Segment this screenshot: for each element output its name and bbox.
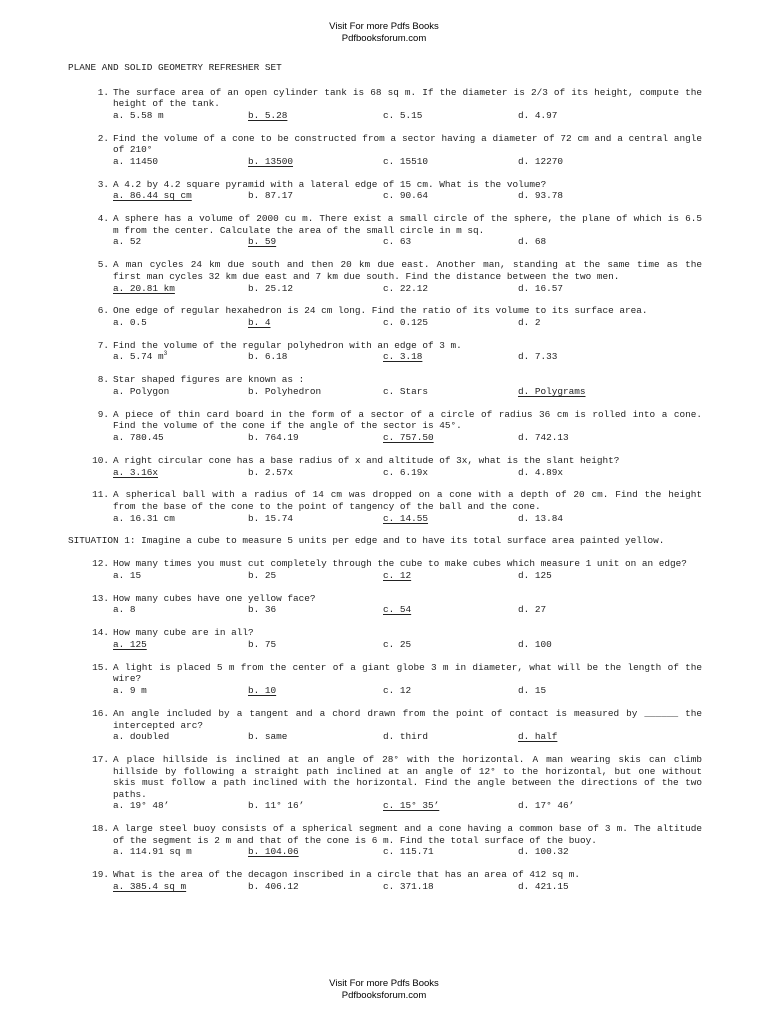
question-list-part-1 [68,87,702,525]
question-number: 4. [97,213,109,225]
choice-option [248,639,383,651]
question-number: 14. [92,627,109,639]
choice-text: a. 385.4 sq m [113,880,187,892]
choice-option [383,190,518,202]
question-number: 1. [97,86,109,98]
choice-text: a. 114.91 sq m [113,846,192,858]
choice-text: c. 15° 35’ [383,800,440,812]
choice-option [383,110,518,122]
choice-option [383,881,518,893]
choice-option-answer [248,156,383,168]
choice-text: a. 19° 48’ [113,800,170,812]
choice-text: d. 100 [518,638,552,650]
situation-1: SITUATION 1: Imagine a cube to measure 5 units per edge and to have its total surface area painted yellow. [68,535,665,547]
choice-option-answer [518,386,586,398]
choice-text: d. 17° 46’ [518,800,575,812]
choice-option [248,513,383,525]
choice-text: d. 12270 [518,155,564,167]
choice-option [113,731,248,743]
question-text: Find the volume of the regular polyhedron with an edge of 3 m. [113,339,462,351]
question-number: 6. [97,305,109,317]
choice-option [113,351,248,363]
choice-option [518,604,546,616]
choice-option [113,513,248,525]
choice-text: b. 59 [248,236,277,248]
question-item [68,409,702,444]
choice-row [113,236,702,248]
question-item [68,627,702,650]
choice-option [518,432,569,444]
question-list-part-2 [68,558,702,892]
choice-text: a. 52 [113,236,142,248]
choice-option-answer [383,800,518,812]
choice-option [383,685,518,697]
question-number: 9. [97,408,109,420]
choice-text: d. third [383,731,429,743]
choice-option [383,317,518,329]
choice-option-answer [383,570,518,582]
choice-text: c. 5.15 [383,109,423,121]
choice-option [248,386,383,398]
choice-text: b. same [248,731,288,743]
choice-text: d. 421.15 [518,880,569,892]
choice-text: c. 25 [383,638,412,650]
choice-option-answer [383,513,518,525]
choice-option [518,639,552,651]
choice-row [113,846,702,858]
choice-option [248,800,383,812]
question-number: 11. [92,489,109,501]
choice-option-answer [383,351,518,363]
choice-text: c. 15510 [383,155,429,167]
question-number: 10. [92,454,109,466]
question-item [68,374,702,397]
choice-text: c. 90.64 [383,190,429,202]
choice-text: d. 2 [518,316,541,328]
question-number: 2. [97,132,109,144]
choice-row [113,685,702,697]
footer-line-1: Visit For more Pdfs Books [329,978,439,989]
choice-text: d. 125 [518,569,552,581]
choice-text: b. 87.17 [248,190,294,202]
question-text: One edge of regular hexahedron is 24 cm long. Find the ratio of its volume to its surface area. [113,305,648,317]
choice-text: c. 6.19x [383,466,429,478]
choice-option [113,846,248,858]
choice-text: d. Polygrams [518,385,586,397]
question-item [68,259,702,294]
choice-option [113,317,248,329]
choice-option [518,110,557,122]
choice-option [113,386,248,398]
choice-text: c. 0.125 [383,316,429,328]
choice-text: a. 15 [113,569,142,581]
choice-text: d. 27 [518,604,547,616]
choice-option [383,731,518,743]
choice-text: b. 4 [248,316,271,328]
choice-text: d. 16.57 [518,282,564,294]
question-item [68,305,702,328]
choice-text: b. 25.12 [248,282,294,294]
choice-text: a. 9 m [113,685,147,697]
question-item [68,455,702,478]
choice-text: a. 780.45 [113,432,164,444]
choice-option [383,386,518,398]
choice-option-answer [248,236,383,248]
choice-text: a. 20.81 km [113,282,175,294]
choice-option [113,110,248,122]
choice-text: c. 12 [383,685,412,697]
question-number: 7. [97,339,109,351]
choice-text: b. 10 [248,685,277,697]
choice-option [518,283,563,295]
choice-text: c. Stars [383,385,429,397]
choice-text: d. 15 [518,685,547,697]
choice-option [518,467,563,479]
question-text: A right circular cone has a base radius of x and altitude of 3x, what is the slant height? [113,454,620,466]
choice-text: b. 2.57x [248,466,294,478]
choice-text: b. 406.12 [248,880,299,892]
choice-option-answer [113,639,248,651]
choice-row [113,386,702,398]
question-item [68,87,702,122]
choice-text: b. 764.19 [248,432,299,444]
choice-text: b. 25 [248,569,277,581]
choice-text: c. 63 [383,236,412,248]
header-line-1: Visit For more Pdfs Books [329,21,439,32]
choice-option [383,639,518,651]
choice-text: a. 5.74 m [113,351,164,363]
choice-row [113,283,702,295]
choice-option [518,236,546,248]
choice-row [113,317,702,329]
choice-option [248,351,383,363]
choice-text: b. 6.18 [248,351,288,363]
question-item [68,558,702,581]
choice-option [248,432,383,444]
choice-row [113,432,702,444]
choice-text: b. 15.74 [248,512,294,524]
question-item [68,869,702,892]
choice-option-answer [518,731,557,743]
choice-row [113,604,702,616]
choice-text: c. 115.71 [383,846,434,858]
choice-option [113,685,248,697]
page-header [0,21,768,45]
question-item [68,593,702,616]
choice-text: c. 12 [383,569,412,581]
question-number: 18. [92,823,109,835]
choice-text: b. 36 [248,604,277,616]
question-text: A man cycles 24 km due south and then 20 km due east. Another man, standing at the same time as the first man cycles 32 km due east and 7 km due south. Find the distance between the two men. [113,259,702,282]
choice-option [248,467,383,479]
choice-option-answer [113,190,248,202]
choice-text: c. 22.12 [383,282,429,294]
choice-text: d. 13.84 [518,512,564,524]
footer-line-2: Pdfbooksforum.com [341,990,427,1001]
choice-text: d. 7.33 [518,351,558,363]
choice-option [113,570,248,582]
question-number: 15. [92,661,109,673]
choice-text: a. 125 [113,638,147,650]
question-text: A spherical ball with a radius of 14 cm was dropped on a cone with a depth of 20 cm. Find the height from the base of the cone to the point of tangency of the ball and the cone. [113,489,702,512]
page-footer [0,978,768,1002]
choice-option [383,283,518,295]
question-item [68,213,702,248]
question-text: A place hillside is inclined at an angle of 28° with the horizontal. A man wearing skis can climb hillside by following a straight path inclined at an angle of 12° to the horizontal, but one without skis must follow a path inclined with the horizontal. Find the angle between the directions of the two paths. [113,753,702,800]
choice-text: c. 757.50 [383,432,434,444]
choice-row [113,351,702,363]
question-item [68,823,702,858]
choice-option-answer [248,110,383,122]
question-item [68,179,702,202]
choice-option-answer [113,881,248,893]
choice-text: d. 68 [518,236,547,248]
choice-text: d. 93.78 [518,190,564,202]
question-text: A large steel buoy consists of a spherical segment and a cone having a common base of 3 m. The altitude of the segment is 2 m and that of the cone is 6 m. Find the total surface of the buoy. [113,823,702,846]
choice-text: d. 100.32 [518,846,569,858]
choice-row [113,731,702,743]
choice-text: a. 5.58 m [113,109,164,121]
choice-option [518,685,546,697]
question-text: An angle included by a tangent and a chord drawn from the point of contact is measured by ______ the intercepted arc? [113,707,702,731]
choice-option [113,156,248,168]
choice-option-answer [113,467,248,479]
question-number: 8. [97,374,109,386]
choice-option [518,800,574,812]
question-number: 19. [92,869,109,881]
choice-option [518,190,563,202]
choice-option [518,156,563,168]
choice-option [248,283,383,295]
choice-text: c. 3.18 [383,351,423,363]
choice-text: a. 16.31 cm [113,512,175,524]
choice-option [113,432,248,444]
question-item [68,340,702,363]
choice-superscript: 3 [163,350,168,358]
choice-text: a. 0.5 [113,316,147,328]
choice-option [518,846,569,858]
choice-row [113,800,702,812]
choice-text: a. 86.44 sq cm [113,190,192,202]
question-number: 17. [92,753,109,765]
choice-option-answer [248,685,383,697]
question-item [68,489,702,524]
choice-row [113,190,702,202]
choice-option [518,351,557,363]
choice-text: d. 4.89x [518,466,564,478]
choice-text: d. half [518,731,558,743]
choice-option [518,317,541,329]
choice-text: b. 11° 16’ [248,800,305,812]
question-item [68,708,702,743]
question-text: A piece of thin card board in the form of a sector of a circle of radius 36 cm is rolled into a cone. Find the volume of the cone if the angle of the sector is 45°. [113,408,702,432]
choice-option [248,731,383,743]
choice-text: d. 4.97 [518,109,558,121]
choice-option [518,881,569,893]
question-number: 16. [92,707,109,719]
question-number: 5. [97,259,109,271]
choice-text: a. 8 [113,604,136,616]
choice-text: b. 13500 [248,155,294,167]
question-item [68,133,702,168]
choice-option [383,467,518,479]
header-line-2: Pdfbooksforum.com [341,33,427,44]
choice-text: b. 5.28 [248,109,288,121]
question-text: What is the area of the decagon inscribed in a circle that has an area of 412 sq m. [113,869,580,881]
choice-text: a. doubled [113,731,170,743]
choice-option-answer [383,432,518,444]
choice-option [113,236,248,248]
choice-row [113,467,702,479]
question-text: A sphere has a volume of 2000 cu m. There exist a small circle of the sphere, the plane of which is 6.5 m from the center. Calculate the area of the small circle in m sq. [113,213,702,236]
choice-row [113,513,702,525]
choice-option-answer [113,283,248,295]
choice-text: b. 75 [248,638,277,650]
choice-text: c. 371.18 [383,880,434,892]
question-text: A light is placed 5 m from the center of a giant globe 3 m in diameter, what will be the length of the wire? [113,661,702,685]
choice-text: b. Polyhedron [248,385,322,397]
choice-option-answer [383,604,518,616]
question-text: Star shaped figures are known as : [113,374,305,386]
question-number: 3. [97,178,109,190]
choice-row [113,570,702,582]
document-body [68,62,702,904]
document-title: PLANE AND SOLID GEOMETRY REFRESHER SET [68,62,282,73]
choice-text: a. 11450 [113,155,159,167]
choice-text: a. Polygon [113,385,170,397]
question-text: A 4.2 by 4.2 square pyramid with a lateral edge of 15 cm. What is the volume? [113,178,547,190]
choice-option [518,513,563,525]
choice-option [113,604,248,616]
question-text: How many times you must cut completely through the cube to make cubes which measure 1 unit on an edge? [113,558,687,570]
choice-option [383,236,518,248]
question-text: How many cubes have one yellow face? [113,592,316,604]
choice-option [248,190,383,202]
choice-option [383,846,518,858]
choice-text: d. 742.13 [518,432,569,444]
choice-option-answer [248,846,383,858]
choice-text: c. 54 [383,604,412,616]
choice-option [518,570,552,582]
question-number: 12. [92,558,109,570]
choice-text: a. 3.16x [113,466,159,478]
choice-row [113,110,702,122]
question-text: How many cube are in all? [113,627,254,639]
question-item [68,662,702,697]
question-text: Find the volume of a cone to be constructed from a sector having a diameter of 72 cm and a central angle of 210° [113,132,702,156]
choice-row [113,156,702,168]
choice-text: c. 14.55 [383,512,429,524]
choice-row [113,881,702,893]
choice-option-answer [248,317,383,329]
choice-row [113,639,702,651]
choice-option [383,156,518,168]
choice-text: b. 104.06 [248,846,299,858]
choice-option [113,800,248,812]
choice-option [248,604,383,616]
question-item [68,754,702,812]
choice-option [248,881,383,893]
choice-option [248,570,383,582]
question-text: The surface area of an open cylinder tank is 68 sq m. If the diameter is 2/3 of its height, compute the height of the tank. [113,86,702,110]
question-number: 13. [92,592,109,604]
